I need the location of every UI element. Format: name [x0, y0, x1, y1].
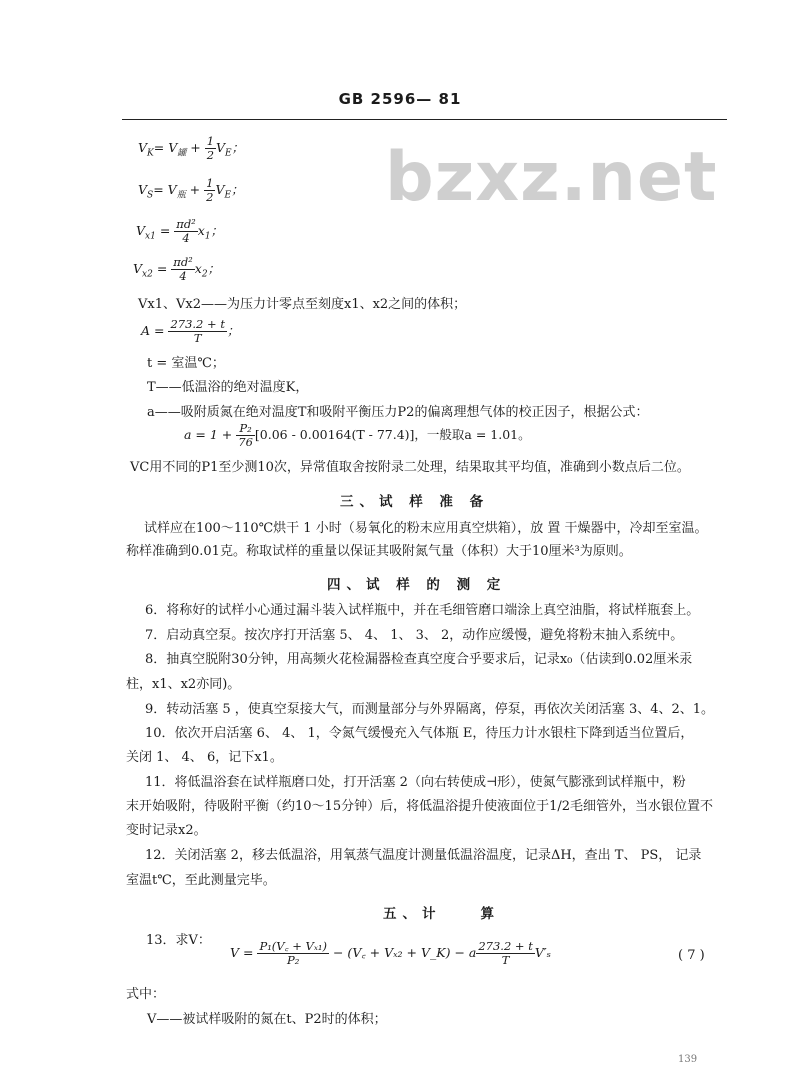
s3-para-1: 试样应在100～110℃烘干 1 小时（易氧化的粉末应用真空烘箱），放 置 干燥器中，冷却至室温。 [144, 521, 708, 536]
item-12-line-1: 12．关闭活塞 2，移去低温浴，用氧蒸气温度计测量低温浴温度，记录ΔH，查出 T、 PS， 记录 [145, 848, 702, 863]
equation-number: ( 7 ) [678, 948, 705, 963]
watermark: bzxz.net [385, 138, 718, 217]
item-8-line-1: 8．抽真空脱附30分钟，用高频火花检漏器检查真空度合乎要求后，记录x₀（估读到0.02厘米汞 [145, 652, 693, 667]
page-number: 139 [678, 1054, 698, 1065]
formula-alpha: a = 1 + $\frac{\text{P₂}}{76}$ [0.06 - 0.00164(T - 77.4)]，一般取a = 1.01。 [184, 421, 531, 449]
header-rule [122, 119, 727, 120]
item-8-line-2: 柱，x1、x2亦同)。 [126, 677, 241, 692]
def-a: a——吸附质氮在绝对温度T和吸附平衡压力P2的偏离理想气体的校正因子，根据公式： [147, 405, 649, 420]
def-vx: Vx1、Vx2——为压力计零点至刻度x1、x2之间的体积； [138, 297, 467, 312]
section-4-title: 四、试 样 的 测 定 [327, 577, 507, 593]
formula-vs: $V_S= V_瓶$ + $\frac{1}{2}$ $V_E$； [138, 176, 244, 204]
formula-vx2: $V_{x2}$ = $\frac{\text{πd²}}{4}$ $x_2$； [133, 255, 221, 283]
def-v: V——被试样吸附的氮在t、P2时的体积； [147, 1012, 387, 1027]
item-10-line-1: 10．依次开启活塞 6、 4、 1，令氮气缓慢充入气体瓶 E，待压力计水银柱下降到适当位置后， [145, 726, 694, 741]
item-11-line-1: 11．将低温浴套在试样瓶磨口处，打开活塞 2（向右转使成⊣形），使氮气膨涨到试样瓶中，粉 [145, 775, 686, 790]
section-3-title: 三、试 样 准 备 [340, 494, 490, 510]
section-5-title: 五、计 算 [383, 906, 500, 922]
item-12-line-2: 室温t℃，至此测量完毕。 [126, 873, 276, 888]
def-vc: VC用不同的P1至少测10次，异常值取舍按附录二处理，结果取其平均值，准确到小数点后二位。 [130, 460, 690, 475]
item-10-line-2: 关闭 1、 4、 6，记下x1。 [126, 750, 283, 765]
formula-vk: $V_K= V_罐$ + $\frac{1}{2}$ $V_E$； [138, 134, 245, 162]
formula-a: A = $\frac{273.2 + t}{T}$ ； [141, 317, 240, 345]
item-7: 7．启动真空泵。按次序打开活塞 5、 4、 1、 3、 2，动作应缓慢，避免将粉末抽入系统中。 [145, 628, 684, 643]
item-11-line-2: 末开始吸附，待吸附平衡（约10～15分钟）后，将低温浴提升使液面位于1/2毛细管外，当水银位置不 [126, 799, 714, 814]
standard-header: GB 2596— 81 [338, 90, 462, 108]
item-6: 6．将称好的试样小心通过漏斗装入试样瓶中，并在毛细管磨口端涂上真空油脂，将试样瓶套上。 [145, 603, 700, 618]
formula-v: V = $\frac{\text{P₁(V꜀ + Vₓ₁)}}{\text{P₂}}$ − (V꜀ + Vₓ₂ + V_K) − a $\frac{273.2 + t}{T}$ V′ₛ [230, 939, 551, 967]
def-t: t = 室温℃； [147, 356, 225, 371]
formula-vx1: $V_{x1}$ = $\frac{\text{πd²}}{4}$ $x_1$； [136, 217, 224, 245]
def-T: T——低温浴的绝对温度K， [147, 380, 309, 395]
s3-para-2: 称样准确到0.01克。称取试样的重量以保证其吸附氮气量（体积）大于10厘米³为原则。 [126, 544, 632, 559]
item-13: 13．求V： [146, 933, 211, 948]
item-11-line-3: 变时记录x2。 [126, 823, 207, 838]
shizhong-label: 式中： [126, 987, 166, 1002]
item-9: 9．转动活塞 5 ，使真空泵接大气，而测量部分与外界隔离，停泵，再依次关闭活塞 3、4、2、1。 [145, 702, 715, 717]
